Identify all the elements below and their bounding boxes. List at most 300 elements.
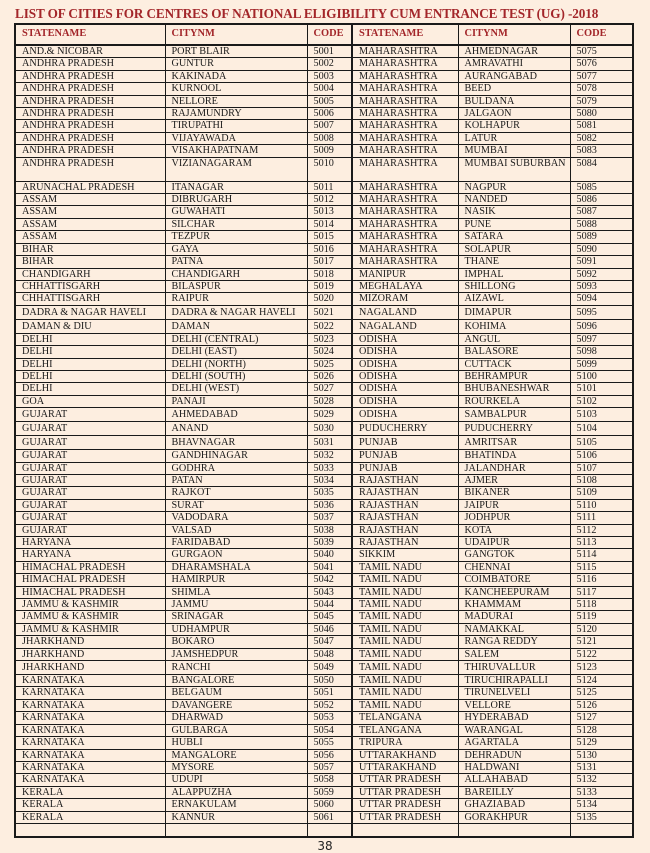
table-row	[15, 395, 633, 407]
city-cell: DELHI (CENTRAL)	[165, 333, 307, 345]
state-cell: MAHARASHTRA	[352, 256, 458, 268]
code-cell: 5091	[570, 256, 633, 268]
blank-row	[15, 823, 633, 837]
code-cell: 5008	[307, 132, 352, 144]
state-cell: TAMIL NADU	[352, 574, 458, 586]
city-cell: VADODARA	[165, 512, 307, 524]
state-cell: UTTAR PRADESH	[352, 811, 458, 823]
page-number: 38	[317, 839, 333, 853]
table-row	[15, 599, 633, 611]
header-row	[15, 24, 633, 45]
table-row	[15, 450, 633, 462]
city-cell: LATUR	[458, 132, 570, 144]
state-cell: KERALA	[15, 811, 165, 823]
state-cell: MAHARASHTRA	[352, 70, 458, 82]
table-row	[15, 346, 633, 358]
code-cell: 5103	[570, 408, 633, 422]
code-cell: 5090	[570, 243, 633, 255]
code-cell: 5025	[307, 358, 352, 370]
city-cell: ERNAKULAM	[165, 799, 307, 811]
state-cell: KERALA	[15, 786, 165, 798]
table-row	[15, 474, 633, 486]
page-title: LIST OF CITIES FOR CENTRES OF NATIONAL ELIGIBILITY CUM ENTRANCE TEST (UG) -2018	[15, 6, 599, 21]
table-row	[15, 108, 633, 120]
header-code: CODE	[307, 24, 352, 45]
code-cell: 5028	[307, 395, 352, 407]
state-cell: ANDHRA PRADESH	[15, 108, 165, 120]
state-cell: RAJASTHAN	[352, 487, 458, 499]
city-cell: RAIPUR	[165, 293, 307, 305]
city-cell: SURAT	[165, 499, 307, 511]
city-cell: HAMIRPUR	[165, 574, 307, 586]
state-cell: MAHARASHTRA	[352, 194, 458, 206]
city-cell: PUNE	[458, 218, 570, 230]
code-cell: 5034	[307, 474, 352, 486]
state-cell: TELANGANA	[352, 724, 458, 736]
code-cell: 5011	[307, 181, 352, 193]
state-cell: ODISHA	[352, 333, 458, 345]
city-cell: UDAIPUR	[458, 537, 570, 549]
state-cell: RAJASTHAN	[352, 512, 458, 524]
state-cell: KARNATAKA	[15, 737, 165, 749]
state-cell: GUJARAT	[15, 474, 165, 486]
table-row	[15, 45, 633, 58]
city-cell: KOTA	[458, 524, 570, 536]
code-cell: 5075	[570, 45, 633, 58]
state-cell: HIMACHAL PRADESH	[15, 574, 165, 586]
code-cell: 5053	[307, 712, 352, 724]
code-cell: 5112	[570, 524, 633, 536]
city-cell: MANGALORE	[165, 749, 307, 761]
code-cell: 5003	[307, 70, 352, 82]
code-cell: 5104	[570, 422, 633, 436]
code-cell: 5115	[570, 561, 633, 573]
code-cell: 5013	[307, 206, 352, 218]
city-cell: GHAZIABAD	[458, 799, 570, 811]
state-cell: MAHARASHTRA	[352, 181, 458, 193]
code-cell: 5123	[570, 661, 633, 675]
city-cell: CHENNAI	[458, 561, 570, 573]
state-cell: GUJARAT	[15, 422, 165, 436]
state-cell: JAMMU & KASHMIR	[15, 599, 165, 611]
code-cell: 5022	[307, 319, 352, 333]
state-cell: KARNATAKA	[15, 774, 165, 786]
table-row	[15, 194, 633, 206]
state-cell: UTTAR PRADESH	[352, 799, 458, 811]
state-cell: MAHARASHTRA	[352, 83, 458, 95]
city-cell: NASIK	[458, 206, 570, 218]
table-row	[15, 549, 633, 561]
code-cell: 5027	[307, 383, 352, 395]
state-cell: ANDHRA PRADESH	[15, 120, 165, 132]
table-row	[15, 218, 633, 230]
state-cell: TAMIL NADU	[352, 611, 458, 623]
code-cell: 5114	[570, 549, 633, 561]
state-cell: TAMIL NADU	[352, 636, 458, 648]
code-cell: 5095	[570, 305, 633, 319]
city-cell: DHARWAD	[165, 712, 307, 724]
state-cell: BIHAR	[15, 243, 165, 255]
table-row	[15, 83, 633, 95]
code-cell: 5054	[307, 724, 352, 736]
table-row	[15, 145, 633, 157]
table-row	[15, 181, 633, 193]
city-cell: FARIDABAD	[165, 537, 307, 549]
city-cell: KHAMMAM	[458, 599, 570, 611]
table-row	[15, 774, 633, 786]
city-cell: GANDHINAGAR	[165, 450, 307, 462]
table-row	[15, 293, 633, 305]
state-cell: KARNATAKA	[15, 675, 165, 687]
state-cell: RAJASTHAN	[352, 537, 458, 549]
city-cell: DIMAPUR	[458, 305, 570, 319]
city-cell: MUMBAI SUBURBAN	[458, 157, 570, 181]
header-statename-2: STATENAME	[352, 24, 458, 45]
city-cell: BALASORE	[458, 346, 570, 358]
state-cell: TAMIL NADU	[352, 699, 458, 711]
city-cell: DAMAN	[165, 319, 307, 333]
state-cell: ANDHRA PRADESH	[15, 58, 165, 70]
city-cell: JAMMU	[165, 599, 307, 611]
city-cell: BHUBANESHWAR	[458, 383, 570, 395]
city-cell: WARANGAL	[458, 724, 570, 736]
city-cell: TIRUPATHI	[165, 120, 307, 132]
city-cell: TEZPUR	[165, 231, 307, 243]
state-cell: MAHARASHTRA	[352, 231, 458, 243]
city-cell: AJMER	[458, 474, 570, 486]
city-cell: BOKARO	[165, 636, 307, 648]
table-row	[15, 687, 633, 699]
state-cell: KARNATAKA	[15, 699, 165, 711]
city-cell: NAGPUR	[458, 181, 570, 193]
code-cell: 5010	[307, 157, 352, 181]
city-cell: SHIMLA	[165, 586, 307, 598]
state-cell: ASSAM	[15, 194, 165, 206]
city-cell: ANAND	[165, 422, 307, 436]
state-cell: RAJASTHAN	[352, 524, 458, 536]
empty-cell	[15, 823, 165, 837]
state-cell: GUJARAT	[15, 524, 165, 536]
table-row	[15, 623, 633, 635]
city-cell: COIMBATORE	[458, 574, 570, 586]
state-cell: RAJASTHAN	[352, 474, 458, 486]
city-cell: JODHPUR	[458, 512, 570, 524]
table-body	[15, 45, 633, 837]
city-cell: IMPHAL	[458, 268, 570, 280]
code-cell: 5124	[570, 675, 633, 687]
code-cell: 5046	[307, 623, 352, 635]
code-cell: 5100	[570, 370, 633, 382]
state-cell: ODISHA	[352, 395, 458, 407]
table-row	[15, 206, 633, 218]
code-cell: 5099	[570, 358, 633, 370]
code-cell: 5132	[570, 774, 633, 786]
city-cell: VELLORE	[458, 699, 570, 711]
code-cell: 5134	[570, 799, 633, 811]
table-row	[15, 70, 633, 82]
city-cell: BEED	[458, 83, 570, 95]
city-cell: AURANGABAD	[458, 70, 570, 82]
code-cell: 5002	[307, 58, 352, 70]
city-cell: RANGA REDDY	[458, 636, 570, 648]
code-cell: 5050	[307, 675, 352, 687]
city-cell: VIZIANAGARAM	[165, 157, 307, 181]
city-cell: ALLAHABAD	[458, 774, 570, 786]
state-cell: MAHARASHTRA	[352, 206, 458, 218]
city-cell: BELGAUM	[165, 687, 307, 699]
state-cell: ODISHA	[352, 346, 458, 358]
table-row	[15, 712, 633, 724]
code-cell: 5023	[307, 333, 352, 345]
header-statename: STATENAME	[15, 24, 165, 45]
code-cell: 5110	[570, 499, 633, 511]
state-cell: ANDHRA PRADESH	[15, 132, 165, 144]
code-cell: 5041	[307, 561, 352, 573]
state-cell: TAMIL NADU	[352, 561, 458, 573]
state-cell: ANDHRA PRADESH	[15, 157, 165, 181]
code-cell: 5057	[307, 761, 352, 773]
city-cell: SHILLONG	[458, 280, 570, 292]
state-cell: TAMIL NADU	[352, 675, 458, 687]
city-cell: AGARTALA	[458, 737, 570, 749]
state-cell: KARNATAKA	[15, 761, 165, 773]
city-cell: CHANDIGARH	[165, 268, 307, 280]
state-cell: CHHATTISGARH	[15, 293, 165, 305]
table-row	[15, 422, 633, 436]
state-cell: ODISHA	[352, 383, 458, 395]
code-cell: 5109	[570, 487, 633, 499]
city-cell: DELHI (EAST)	[165, 346, 307, 358]
code-cell: 5085	[570, 181, 633, 193]
empty-cell	[352, 823, 458, 837]
code-cell: 5060	[307, 799, 352, 811]
state-cell: PUNJAB	[352, 436, 458, 450]
state-cell: NAGALAND	[352, 305, 458, 319]
state-cell: MAHARASHTRA	[352, 132, 458, 144]
city-cell: DHARAMSHALA	[165, 561, 307, 573]
code-cell: 5048	[307, 648, 352, 660]
state-cell: PUDUCHERRY	[352, 422, 458, 436]
code-cell: 5045	[307, 611, 352, 623]
state-cell: JHARKHAND	[15, 648, 165, 660]
state-cell: DAMAN & DIU	[15, 319, 165, 333]
table-row	[15, 436, 633, 450]
state-cell: BIHAR	[15, 256, 165, 268]
city-cell: BHATINDA	[458, 450, 570, 462]
code-cell: 5021	[307, 305, 352, 319]
city-cell: AMRAVATHI	[458, 58, 570, 70]
city-cell: DELHI (SOUTH)	[165, 370, 307, 382]
state-cell: TAMIL NADU	[352, 623, 458, 635]
city-cell: SALEM	[458, 648, 570, 660]
code-cell: 5127	[570, 712, 633, 724]
city-cell: BEHRAMPUR	[458, 370, 570, 382]
city-cell: SRINAGAR	[165, 611, 307, 623]
table-row	[15, 611, 633, 623]
state-cell: ANDHRA PRADESH	[15, 95, 165, 107]
state-cell: GUJARAT	[15, 499, 165, 511]
code-cell: 5004	[307, 83, 352, 95]
city-cell: RAJAMUNDRY	[165, 108, 307, 120]
table-row	[15, 737, 633, 749]
city-cell: DELHI (WEST)	[165, 383, 307, 395]
city-cell: TIRUNELVELI	[458, 687, 570, 699]
empty-cell	[458, 823, 570, 837]
code-cell: 5020	[307, 293, 352, 305]
city-cell: KANCHEEPURAM	[458, 586, 570, 598]
state-cell: MAHARASHTRA	[352, 243, 458, 255]
table-row	[15, 786, 633, 798]
code-cell: 5097	[570, 333, 633, 345]
city-cell: GULBARGA	[165, 724, 307, 736]
state-cell: TAMIL NADU	[352, 661, 458, 675]
code-cell: 5107	[570, 462, 633, 474]
state-cell: MAHARASHTRA	[352, 45, 458, 58]
state-cell: KARNATAKA	[15, 749, 165, 761]
code-cell: 5014	[307, 218, 352, 230]
city-cell: THANE	[458, 256, 570, 268]
table-row	[15, 408, 633, 422]
code-cell: 5052	[307, 699, 352, 711]
state-cell: KARNATAKA	[15, 712, 165, 724]
code-cell: 5076	[570, 58, 633, 70]
city-cell: AHMEDABAD	[165, 408, 307, 422]
code-cell: 5078	[570, 83, 633, 95]
table-row	[15, 699, 633, 711]
table-row	[15, 561, 633, 573]
table-row	[15, 724, 633, 736]
code-cell: 5089	[570, 231, 633, 243]
state-cell: DADRA & NAGAR HAVELI	[15, 305, 165, 319]
code-cell: 5018	[307, 268, 352, 280]
state-cell: KARNATAKA	[15, 724, 165, 736]
code-cell: 5040	[307, 549, 352, 561]
code-cell: 5080	[570, 108, 633, 120]
code-cell: 5119	[570, 611, 633, 623]
city-cell: PANAJI	[165, 395, 307, 407]
code-cell: 5031	[307, 436, 352, 450]
state-cell: HARYANA	[15, 549, 165, 561]
table-row	[15, 358, 633, 370]
code-cell: 5093	[570, 280, 633, 292]
city-cell: ANGUL	[458, 333, 570, 345]
city-cell: VISAKHAPATNAM	[165, 145, 307, 157]
city-cell: NAMAKKAL	[458, 623, 570, 635]
code-cell: 5083	[570, 145, 633, 157]
state-cell: ANDHRA PRADESH	[15, 145, 165, 157]
city-cell: KOLHAPUR	[458, 120, 570, 132]
city-cell: BAREILLY	[458, 786, 570, 798]
city-cell: UDHAMPUR	[165, 623, 307, 635]
state-cell: ARUNACHAL PRADESH	[15, 181, 165, 193]
code-cell: 5113	[570, 537, 633, 549]
city-cell: BULDANA	[458, 95, 570, 107]
city-cell: KOHIMA	[458, 319, 570, 333]
city-cell: BILASPUR	[165, 280, 307, 292]
city-cell: SOLAPUR	[458, 243, 570, 255]
state-cell: MAHARASHTRA	[352, 95, 458, 107]
state-cell: MAHARASHTRA	[352, 120, 458, 132]
table-row	[15, 243, 633, 255]
city-cell: JALANDHAR	[458, 462, 570, 474]
city-cell: SAMBALPUR	[458, 408, 570, 422]
city-cell: AMRITSAR	[458, 436, 570, 450]
state-cell: UTTAR PRADESH	[352, 774, 458, 786]
table-row	[15, 487, 633, 499]
code-cell: 5049	[307, 661, 352, 675]
state-cell: HIMACHAL PRADESH	[15, 586, 165, 598]
code-cell: 5116	[570, 574, 633, 586]
table-row	[15, 749, 633, 761]
code-cell: 5007	[307, 120, 352, 132]
table-row	[15, 524, 633, 536]
state-cell: DELHI	[15, 370, 165, 382]
code-cell: 5131	[570, 761, 633, 773]
table-row	[15, 120, 633, 132]
table-row	[15, 333, 633, 345]
city-cell: GAYA	[165, 243, 307, 255]
state-cell: TAMIL NADU	[352, 586, 458, 598]
code-cell: 5105	[570, 436, 633, 450]
city-cell: KAKINADA	[165, 70, 307, 82]
code-cell: 5098	[570, 346, 633, 358]
city-cell: DIBRUGARH	[165, 194, 307, 206]
city-cell: HALDWANI	[458, 761, 570, 773]
table-row	[15, 499, 633, 511]
state-cell: GOA	[15, 395, 165, 407]
code-cell: 5015	[307, 231, 352, 243]
state-cell: UTTAR PRADESH	[352, 786, 458, 798]
code-cell: 5092	[570, 268, 633, 280]
city-cell: GORAKHPUR	[458, 811, 570, 823]
city-cell: JAIPUR	[458, 499, 570, 511]
state-cell: JHARKHAND	[15, 661, 165, 675]
state-cell: UTTARAKHAND	[352, 749, 458, 761]
code-cell: 5084	[570, 157, 633, 181]
table-row	[15, 319, 633, 333]
city-cell: ALAPPUZHA	[165, 786, 307, 798]
state-cell: ODISHA	[352, 408, 458, 422]
city-cell: KURNOOL	[165, 83, 307, 95]
table-row	[15, 648, 633, 660]
city-cell: JALGAON	[458, 108, 570, 120]
table-row	[15, 636, 633, 648]
city-cell: VALSAD	[165, 524, 307, 536]
code-cell: 5126	[570, 699, 633, 711]
code-cell: 5009	[307, 145, 352, 157]
table-row	[15, 761, 633, 773]
table-row	[15, 675, 633, 687]
code-cell: 5106	[570, 450, 633, 462]
table-row	[15, 132, 633, 144]
state-cell: MEGHALAYA	[352, 280, 458, 292]
city-cell: GUNTUR	[165, 58, 307, 70]
header-citynm: CITYNM	[165, 24, 307, 45]
code-cell: 5051	[307, 687, 352, 699]
header-citynm-2: CITYNM	[458, 24, 570, 45]
code-cell: 5128	[570, 724, 633, 736]
code-cell: 5130	[570, 749, 633, 761]
code-cell: 5005	[307, 95, 352, 107]
state-cell: MANIPUR	[352, 268, 458, 280]
state-cell: MAHARASHTRA	[352, 218, 458, 230]
state-cell: UTTARAKHAND	[352, 761, 458, 773]
state-cell: KERALA	[15, 799, 165, 811]
state-cell: JAMMU & KASHMIR	[15, 623, 165, 635]
city-cell: VIJAYAWADA	[165, 132, 307, 144]
code-cell: 5129	[570, 737, 633, 749]
table-row	[15, 799, 633, 811]
